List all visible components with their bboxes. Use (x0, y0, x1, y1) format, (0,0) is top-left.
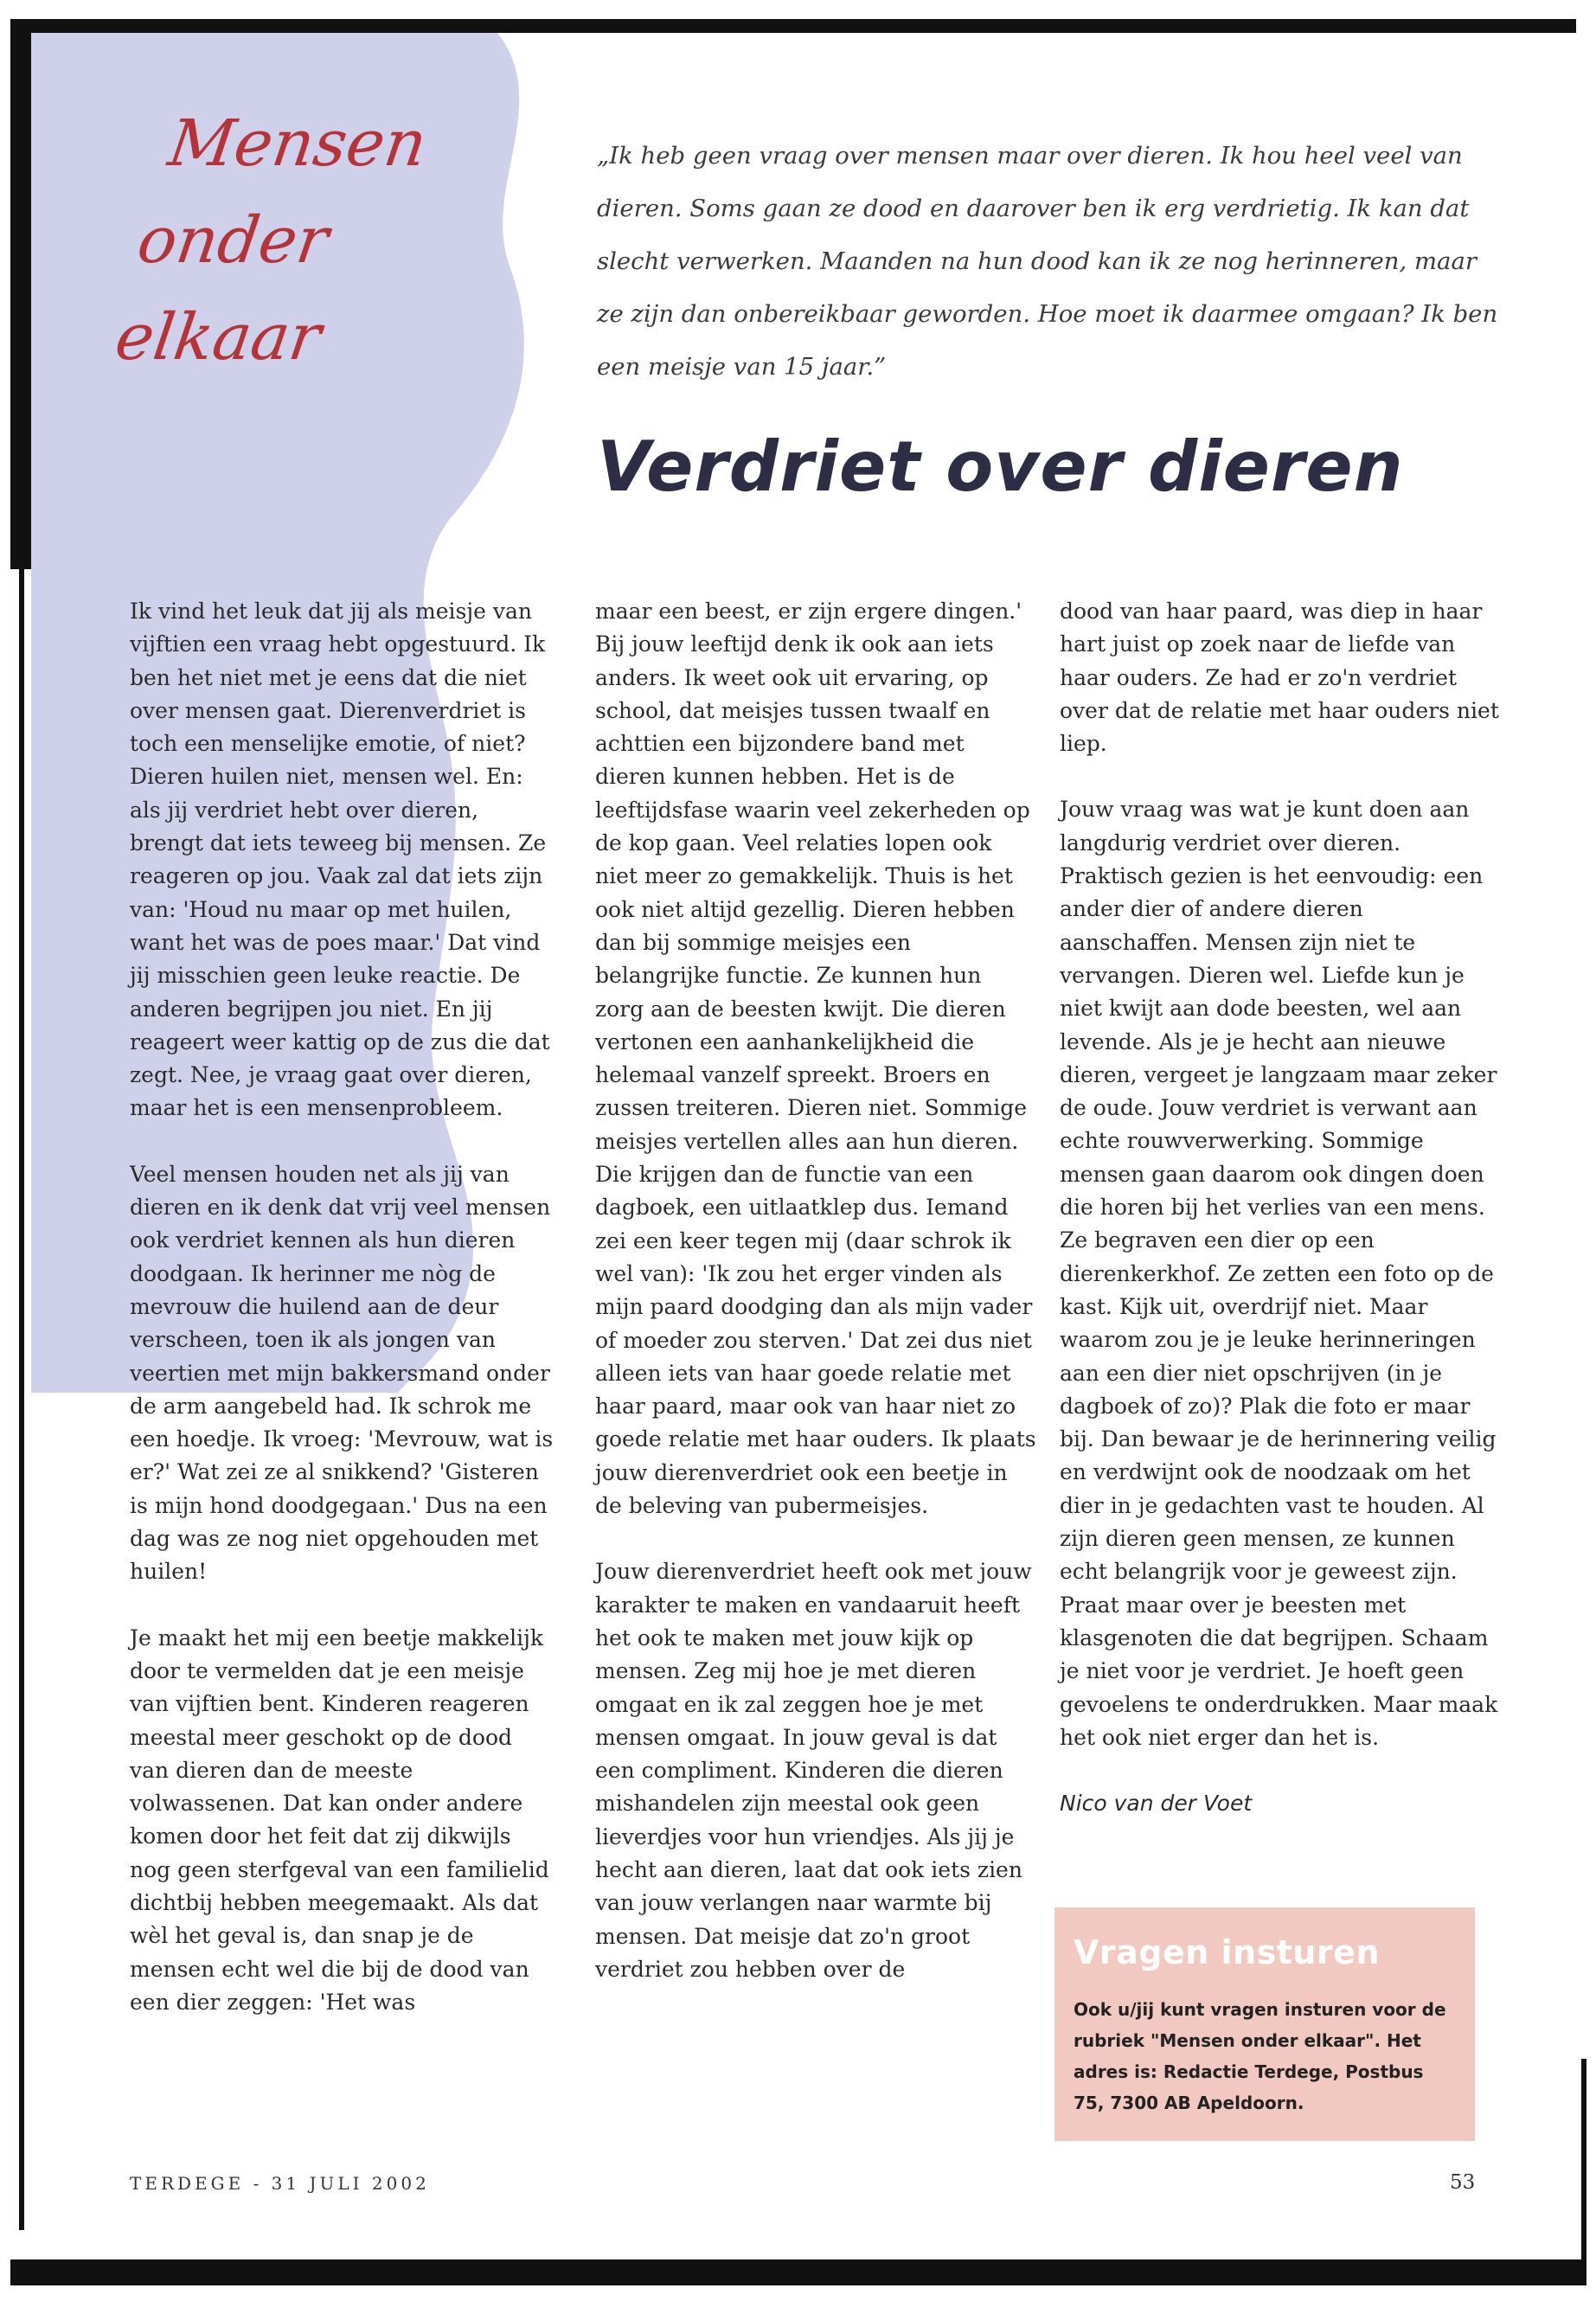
paragraph: dood van haar paard, was diep in haar hart juist op zoek naar de liefde van haar ouders. Ze had er zo'n verdriet over dat de relatie met haar ouders niet liep. (1060, 599, 1499, 757)
paragraph: Veel mensen houden net als jij van dieren en ik denk dat vrij veel mensen ook verdriet kennen als hun dieren doodgaan. Ik herinner me nòg de mevrouw die huilend aan de deur verscheen, toen ik als jongen van veertien met mijn bakkersmand onder de arm aangebeld had. Ik schrok me een hoedje. Ik vroeg: 'Mevrouw, wat is er?' Wat zei ze al snikkend? 'Gisteren is mijn hond doodgegaan.' Dus na een dag was ze nog niet opgehouden met huilen! (130, 1161, 554, 1585)
box-body: Ook u/jij kunt vragen insturen voor de rubriek "Mensen onder elkaar". Het adres is: Redactie Terdege, Postbus 75, 7300 AB Apeldoorn. (1074, 1999, 1446, 2113)
rubric-line-1: Mensen (163, 106, 432, 181)
reader-question: „Ik heb geen vraag over mensen maar over dieren. Ik hou heel veel van dieren. Soms gaan ze dood en daarover ben ik erg verdrietig. Ik kan dat slecht verwerken. Maanden na hun dood kan ik ze nog herinneren, maar ze zijn dan onbereikbaar geworden. Hoe moet ik daarmee omgaan? Ik ben een meisje van 15 jaar.” (597, 142, 1498, 381)
paragraph: maar een beest, er zijn ergere dingen.' Bij jouw leeftijd denk ik ook aan iets anders. Ik weet ook uit ervaring, op school, dat meisjes tussen twaalf en achttien een bijzondere band met dieren kunnen hebben. Het is de leeftijdsfase waarin veel zekerheden op de kop gaan. Veel relaties lopen ook niet meer zo gemakkelijk. Thuis is het ook niet altijd gezellig. Dieren hebben dan bij sommige meisjes een belangrijke functie. Ze kunnen hun zorg aan de beesten kwijt. Die dieren vertonen een aanhankelijkheid die helemaal vanzelf spreekt. Broers en zussen treiteren. Dieren niet. Sommige meisjes vertellen alles aan hun dieren. Die krijgen dan de functie van een dagboek, een uitlaatklep dus. Iemand zei een keer tegen mij (daar schrok ik wel van): 'Ik zou het erger vinden als mijn paard doodging dan als mijn vader of moeder zou sterven.' Dat zei dus niet alleen iets van haar goede relatie met haar paard, maar ook van haar niet zo goede relatie met haar ouders. Ik plaats jouw dierenverdriet ook een beetje in de beleving van pubermeisjes. (595, 599, 1036, 1519)
paragraph: Jouw vraag was wat je kunt doen aan langdurig verdriet over dieren. Praktisch gezien is het eenvoudig: een ander dier of andere dieren aanschaffen. Mensen zijn niet te vervangen. Dieren wel. Liefde kun je niet kwijt aan dode beesten, wel aan levende. Als je je hecht aan nieuwe dieren, vergeet je langzaam maar zeker de oude. Jouw verdriet is verwant aan echte rouwverwerking. Sommige mensen gaan daarom ook dingen doen die horen bij het verlies van een mens. Ze begraven een dier op een dierenkerkhof. Ze zetten een foto op de kast. Kijk uit, overdrijf niet. Maar waarom zou je je leuke herinneringen aan een dier niet opschrijven (in je dagboek of zo)? Plak die foto er maar bij. Dan bewaar je de herinnering veilig en verdwijnt ook de noodzaak om het dier in je gedachten vast te houden. Al zijn dieren geen mensen, ze kunnen echt belangrijk voor je geweest zijn. Praat maar over je beesten met klasgenoten die dat begrijpen. Schaam je niet voor je verdriet. Je hoeft geen gevoelens te onderdrukken. Maar maak het ook niet erger dan het is. (1060, 797, 1498, 1750)
submit-questions-box (1054, 1907, 1475, 2141)
paragraph: Je maakt het mij een beetje makkelijk door te vermelden dat je een meisje van vijftien bent. Kinderen reageren meestal meer geschokt op de dood van dieren dan de meeste volwassenen. Dat kan onder andere komen door het feit dat zij dikwijls nog geen sterfgeval van een familielid dichtbij hebben meegemaakt. Als dat wèl het geval is, dan snap je de mensen echt wel die bij de dood van een dier zeggen: 'Het was (130, 1625, 549, 2015)
author-signature: Nico van der Voet (1060, 1791, 1253, 1817)
rubric-line-2: onder (132, 203, 333, 278)
article-column-1 (130, 595, 554, 2052)
box-title: Vragen insturen (1074, 1933, 1381, 1971)
rubric-line-3: elkaar (111, 300, 326, 375)
article-column-2 (595, 595, 1036, 2019)
article-headline: Verdriet over dieren (597, 426, 1404, 507)
rubric-title (83, 95, 487, 386)
article-column-3 (1060, 595, 1501, 1853)
paragraph: Jouw dierenverdriet heeft ook met jouw karakter te maken en vandaaruit heeft het ook te maken met jouw kijk op mensen. Zeg mij hoe je met dieren omgaat en ik zal zeggen hoe je met mensen omgaat. In jouw geval is dat een compliment. Kinderen die dieren mishandelen zijn meestal ook geen lieverdjes voor hun vriendjes. Als jij je hecht aan dieren, laat dat ook iets zien van jouw verlangen naar warmte bij mensen. Dat meisje dat zo'n groot verdriet zou hebben over de (595, 1559, 1032, 1982)
page-number: 53 (1450, 2171, 1476, 2194)
footer-publication: TERDEGE - 31 JULI 2002 (130, 2173, 430, 2194)
paragraph: Ik vind het leuk dat jij als meisje van vijftien een vraag hebt opgestuurd. Ik ben het niet met je eens dat die niet over mensen gaat. Dierenverdriet is toch een menselijke emotie, of niet? Dieren huilen niet, mensen wel. En: als jij verdriet hebt over dieren, brengt dat iets teweeg bij mensen. Ze reageren op jou. Vaak zal dat iets zijn van: 'Houd nu maar op met huilen, want het was de poes maar.' Dat vind jij misschien geen leuke reactie. De anderen begrijpen jou niet. En jij reageert weer kattig op de zus die dat zegt. Nee, je vraag gaat over dieren, maar het is een mensenprobleem. (130, 599, 550, 1121)
